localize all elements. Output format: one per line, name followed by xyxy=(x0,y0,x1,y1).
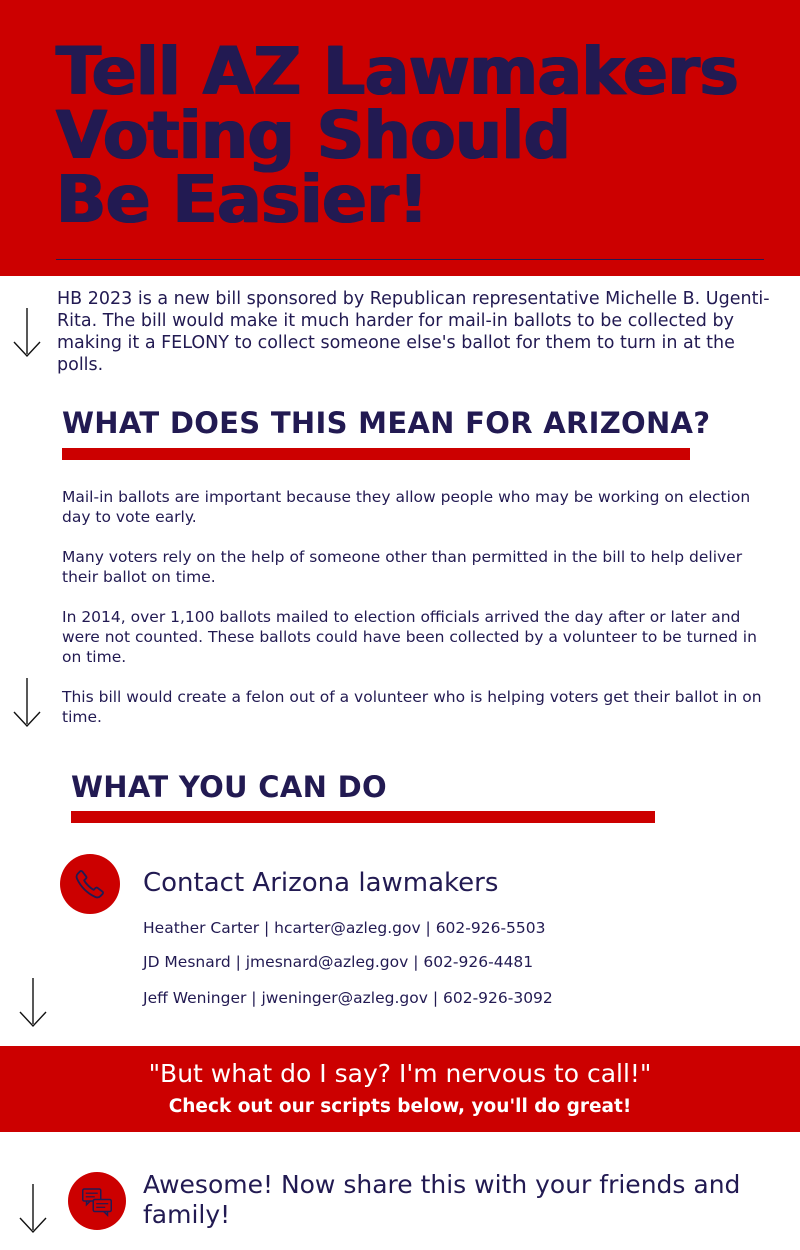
contact-title: Contact Arizona lawmakers xyxy=(143,868,499,898)
heading-underline xyxy=(62,448,690,460)
scripts-banner xyxy=(0,1046,800,1132)
hero-title xyxy=(56,33,776,238)
banner-subtext: Check out our scripts below, you'll do great! xyxy=(168,1096,632,1117)
banner-question: "But what do I say? I'm nervous to call!" xyxy=(148,1059,652,1088)
section-heading-action: WHAT YOU CAN DO xyxy=(71,770,387,804)
meaning-paragraph: This bill would create a felon out of a volunteer who is helping voters get their ballot in on time. xyxy=(62,688,762,726)
arrow-down-icon xyxy=(12,676,42,728)
meaning-paragraph: Mail-in ballots are important because they allow people who may be working on election day to vote early. xyxy=(62,488,751,526)
contact-line: Jeff Weninger | jweninger@azleg.gov | 602-926-3092 xyxy=(143,989,553,1007)
section-heading-meaning: WHAT DOES THIS MEAN FOR ARIZONA? xyxy=(62,406,711,440)
meaning-paragraph: In 2014, over 1,100 ballots mailed to election officials arrived the day after or later and were not counted. These ballots could have been collected by a volunteer to be turned in on time. xyxy=(62,608,757,666)
hero-title-line: Be Easier! xyxy=(56,161,428,238)
heading-underline xyxy=(71,811,655,823)
arrow-down-icon xyxy=(18,976,48,1028)
intro-text: HB 2023 is a new bill sponsored by Republican representative Michelle B. Ugenti-Rita. The bill would make it much harder for mail-in ballots to be collected by making it a FELONY to collect someone else's ballot for them to turn in at the polls. xyxy=(57,289,770,375)
chat-bubbles-icon xyxy=(68,1172,126,1230)
meaning-paragraph: Many voters rely on the help of someone other than permitted in the bill to help deliver their ballot on time. xyxy=(62,548,743,586)
arrow-down-icon xyxy=(12,306,42,358)
contact-line: Heather Carter | hcarter@azleg.gov | 602-926-5503 xyxy=(143,919,546,937)
hero-title-line: Voting Should xyxy=(56,97,571,174)
contact-line: JD Mesnard | jmesnard@azleg.gov | 602-926-4481 xyxy=(143,953,534,971)
hero-title-line: Tell AZ Lawmakers xyxy=(56,33,739,110)
hero-divider xyxy=(56,259,764,260)
share-text: Awesome! Now share this with your friends and family! xyxy=(143,1170,741,1229)
arrow-down-icon xyxy=(18,1182,48,1234)
phone-icon xyxy=(60,854,120,914)
